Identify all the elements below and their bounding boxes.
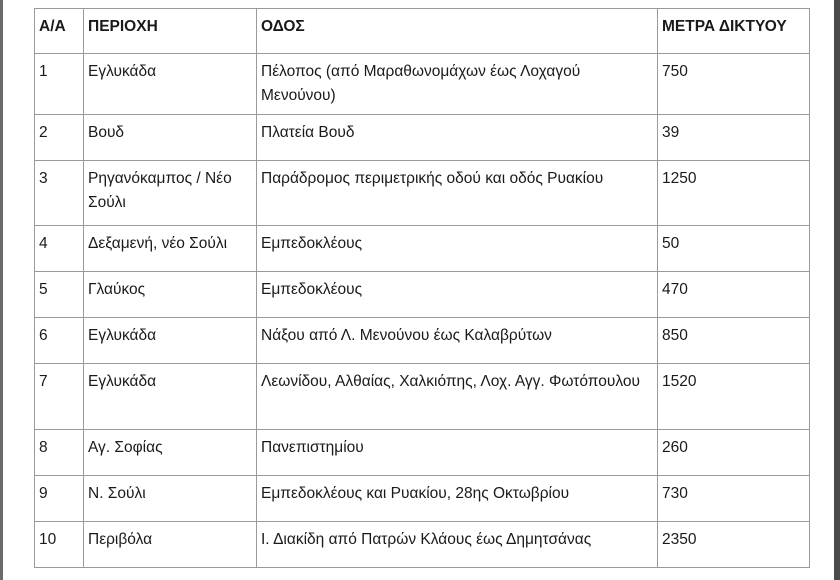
cell-meters: 730: [658, 476, 810, 522]
header-aa: Α/Α: [35, 9, 84, 54]
cell-road: Εμπεδοκλέους: [257, 272, 658, 318]
cell-area: Αγ. Σοφίας: [84, 430, 257, 476]
cell-aa: 8: [35, 430, 84, 476]
window-right-edge: [834, 0, 840, 580]
table-row: [35, 364, 810, 430]
header-area: ΠΕΡΙΟΧΗ: [84, 9, 257, 54]
cell-meters: 2350: [658, 522, 810, 568]
table-row: [35, 318, 810, 364]
cell-road: Εμπεδοκλέους και Ρυακίου, 28ης Οκτωβρίου: [257, 476, 658, 522]
table-row: [35, 115, 810, 161]
table-row: [35, 476, 810, 522]
cell-meters: 50: [658, 226, 810, 272]
cell-area: Περιβόλα: [84, 522, 257, 568]
cell-meters: 850: [658, 318, 810, 364]
cell-area: Εγλυκάδα: [84, 318, 257, 364]
cell-meters: 750: [658, 54, 810, 115]
cell-aa: 6: [35, 318, 84, 364]
table-header-row: [35, 9, 810, 54]
table-row: [35, 522, 810, 568]
cell-road: Ι. Διακίδη από Πατρών Κλάους έως Δημητσάνας: [257, 522, 658, 568]
cell-aa: 5: [35, 272, 84, 318]
cell-road: Πανεπιστημίου: [257, 430, 658, 476]
cell-road: Λεωνίδου, Αλθαίας, Χαλκιόπης, Λοχ. Αγγ. Φωτόπουλου: [257, 364, 658, 430]
table-row: [35, 161, 810, 226]
network-table: [34, 8, 810, 568]
cell-area: Εγλυκάδα: [84, 364, 257, 430]
cell-road: Εμπεδοκλέους: [257, 226, 658, 272]
cell-road: Παράδρομος περιμετρικής οδού και οδός Ρυακίου: [257, 161, 658, 226]
cell-meters: 39: [658, 115, 810, 161]
cell-aa: 7: [35, 364, 84, 430]
cell-aa: 2: [35, 115, 84, 161]
cell-area: Ρηγανόκαμπος / Νέο Σούλι: [84, 161, 257, 226]
cell-meters: 260: [658, 430, 810, 476]
table-row: [35, 226, 810, 272]
cell-area: Γλαύκος: [84, 272, 257, 318]
table-row: [35, 54, 810, 115]
cell-area: Εγλυκάδα: [84, 54, 257, 115]
table-row: [35, 430, 810, 476]
cell-area: Δεξαμενή, νέο Σούλι: [84, 226, 257, 272]
cell-aa: 4: [35, 226, 84, 272]
cell-road: Πλατεία Βουδ: [257, 115, 658, 161]
cell-aa: 9: [35, 476, 84, 522]
cell-area: Ν. Σούλι: [84, 476, 257, 522]
cell-road: Πέλοπος (από Μαραθωνομάχων έως Λοχαγού Μενούνου): [257, 54, 658, 115]
cell-aa: 1: [35, 54, 84, 115]
table-row: [35, 272, 810, 318]
cell-meters: 1250: [658, 161, 810, 226]
cell-area: Βουδ: [84, 115, 257, 161]
cell-aa: 10: [35, 522, 84, 568]
header-meters: ΜΕΤΡΑ ΔΙΚΤΥΟΥ: [658, 9, 810, 54]
cell-meters: 1520: [658, 364, 810, 430]
window-left-edge: [0, 0, 3, 580]
cell-road: Νάξου από Λ. Μενούνου έως Καλαβρύτων: [257, 318, 658, 364]
cell-meters: 470: [658, 272, 810, 318]
header-road: ΟΔΟΣ: [257, 9, 658, 54]
cell-aa: 3: [35, 161, 84, 226]
